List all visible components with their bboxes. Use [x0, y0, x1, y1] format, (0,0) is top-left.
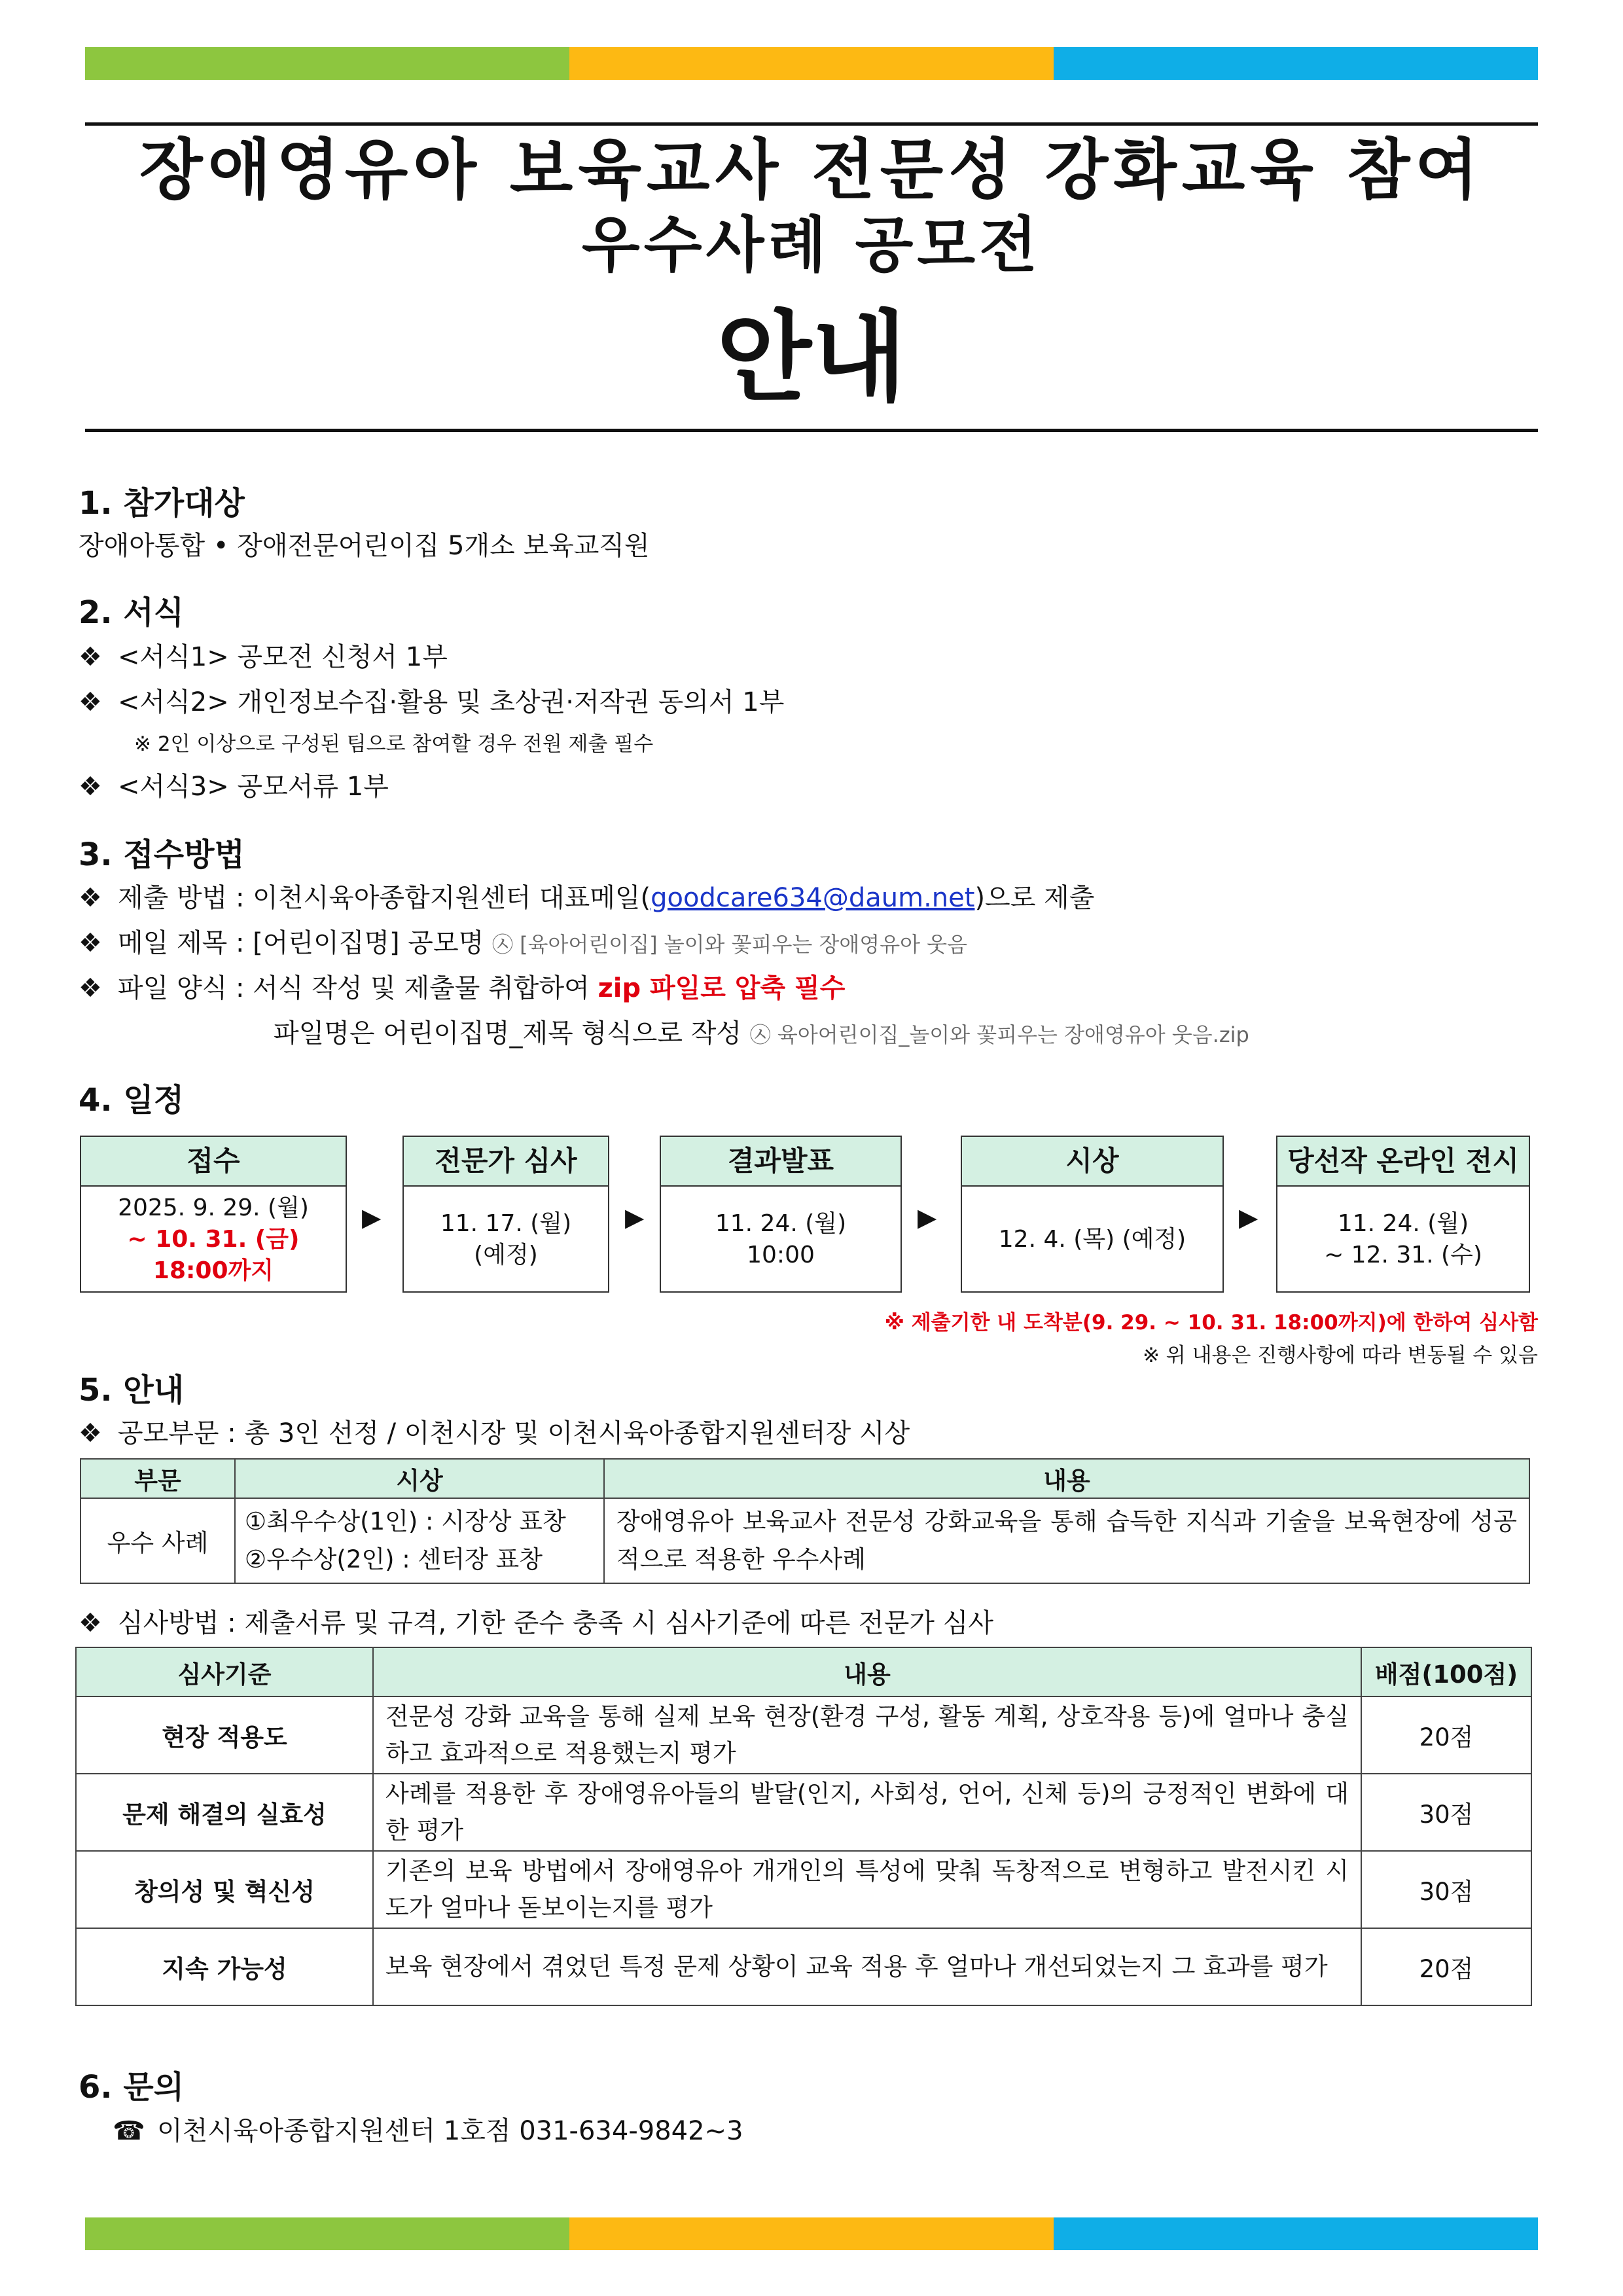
arrow-right-icon: ▶ — [362, 1203, 382, 1232]
table-row — [76, 1851, 1531, 1928]
phone-icon: ☎ — [113, 2116, 145, 2146]
diamond-bullet-icon: ❖ — [79, 772, 102, 802]
schedule-line: ~ 12. 31. (수) — [1324, 1242, 1482, 1268]
schedule-head: 전문가 심사 — [404, 1137, 608, 1187]
criterion: 현장 적용도 — [76, 1696, 373, 1774]
submit-method-row — [79, 880, 1094, 916]
file-format-row — [79, 970, 845, 1007]
change-note: ※ 위 내용은 진행사항에 따라 변동될 수 있음 — [1142, 1344, 1538, 1367]
schedule-box-award — [961, 1136, 1224, 1293]
award-category: 우수 사례 — [80, 1498, 235, 1583]
judge-intro-text: 심사방법 : 제출서류 및 규격, 기한 준수 충족 시 심사기준에 따른 전문가 심사 — [118, 1608, 993, 1638]
file-name-example: ㉦ 육아어린이집_놀이와 꽃피우는 장애영유아 웃음.zip — [749, 1022, 1249, 1047]
contact-text: 이천시육아종합지원센터 1호점 031-634-9842~3 — [157, 2116, 743, 2146]
arrow-right-icon: ▶ — [625, 1203, 645, 1232]
bottom-color-bar — [85, 2217, 1538, 2250]
award-th-award: 시상 — [235, 1459, 604, 1498]
criterion-score: 20점 — [1361, 1696, 1531, 1774]
award-th-category: 부문 — [80, 1459, 235, 1498]
section-1-heading: 1. 참가대상 — [79, 485, 245, 522]
award-content: 장애영유아 보육교사 전문성 강화교육을 통해 습득한 지식과 기술을 보육현장에 성공적으로 적용한 우수사례 — [604, 1498, 1529, 1583]
blue-segment — [1054, 2217, 1538, 2250]
schedule-box-exhibition — [1276, 1136, 1530, 1293]
judge-th-score: 배점(100점) — [1361, 1647, 1531, 1696]
schedule-box-receipt — [80, 1136, 347, 1293]
file-name-row — [274, 1015, 1249, 1053]
blue-segment — [1054, 47, 1538, 80]
criterion-score: 30점 — [1361, 1774, 1531, 1851]
diamond-bullet-icon: ❖ — [79, 1608, 102, 1638]
file-name-text: 파일명은 어린이집명_제목 형식으로 작성 — [274, 1018, 742, 1049]
criterion: 문제 해결의 실효성 — [76, 1774, 373, 1851]
schedule-line: 2025. 9. 29. (월) — [118, 1194, 309, 1221]
section-6-heading: 6. 문의 — [79, 2069, 185, 2106]
submit-method-suffix: )으로 제출 — [974, 883, 1095, 913]
schedule-deadline: ~ 10. 31. (금) — [127, 1226, 300, 1253]
award-first: ①최우수상(1인) : 시장상 표창 — [245, 1507, 566, 1535]
section-3-heading: 3. 접수방법 — [79, 836, 245, 873]
criterion-content: 사례를 적용한 후 장애영유아들의 발달(인지, 사회성, 언어, 신체 등)의 긍정적인 변화에 대한 평가 — [373, 1774, 1361, 1851]
award-th-content: 내용 — [604, 1459, 1529, 1498]
schedule-box-review — [402, 1136, 609, 1293]
deadline-note: ※ 제출기한 내 도착분(9. 29. ~ 10. 31. 18:00까지)에 한하여 심사함 — [884, 1311, 1538, 1335]
arrow-right-icon: ▶ — [1239, 1203, 1258, 1232]
mail-subject-example: ㉦ [육아어린이집] 놀이와 꽃피우는 장애영유아 웃음 — [491, 932, 968, 957]
mail-subject-text: 메일 제목 : [어린이집명] 공모명 — [118, 928, 484, 958]
schedule-head: 결과발표 — [661, 1137, 901, 1187]
contact-row — [113, 2113, 743, 2149]
schedule-box-announcement — [660, 1136, 902, 1293]
form-item-3-text: <서식3> 공모서류 1부 — [118, 772, 389, 802]
submit-method-text: 제출 방법 : 이천시육아종합지원센터 대표메일( — [118, 883, 651, 913]
title-line-1: 장애영유아 보육교사 전문성 강화교육 참여 — [139, 132, 1484, 208]
judge-th-content: 내용 — [373, 1647, 1361, 1696]
file-format-text: 파일 양식 : 서식 작성 및 제출물 취합하여 — [118, 973, 590, 1003]
zip-required-text: zip 파일로 압축 필수 — [597, 973, 846, 1003]
judging-table — [75, 1647, 1532, 2006]
participants-text: 장애아통합 • 장애전문어린이집 5개소 보육교직원 — [79, 531, 650, 561]
schedule-line: 12. 4. (목) (예정) — [998, 1226, 1186, 1253]
diamond-bullet-icon: ❖ — [79, 973, 102, 1003]
judge-intro — [79, 1605, 993, 1641]
form-item-2-text: <서식2> 개인정보수집·활용 및 초상권·저작권 동의서 1부 — [118, 687, 785, 717]
top-color-bar — [85, 47, 1538, 80]
award-second: ②우수상(2인) : 센터장 표창 — [245, 1545, 543, 1573]
schedule-line: 11. 24. (월) — [715, 1210, 847, 1237]
criterion-score: 20점 — [1361, 1928, 1531, 2005]
award-table — [80, 1458, 1530, 1584]
table-row — [76, 1774, 1531, 1851]
table-row — [76, 1928, 1531, 2005]
criterion-score: 30점 — [1361, 1851, 1531, 1928]
schedule-line: 11. 17. (월) — [440, 1210, 572, 1237]
green-segment — [85, 47, 569, 80]
diamond-bullet-icon: ❖ — [79, 642, 102, 672]
yellow-segment — [569, 2217, 1054, 2250]
title-line-2: 우수사례 공모전 — [581, 210, 1042, 280]
green-segment — [85, 2217, 569, 2250]
section-2-heading: 2. 서식 — [79, 594, 185, 631]
diamond-bullet-icon: ❖ — [79, 883, 102, 913]
criterion-content: 보육 현장에서 겪었던 특정 문제 상황이 교육 적용 후 얼마나 개선되었는지 그 효과를 평가 — [373, 1928, 1361, 2005]
title-bottom-rule — [85, 429, 1538, 432]
arrow-right-icon: ▶ — [918, 1203, 937, 1232]
section-5-heading: 5. 안내 — [79, 1372, 185, 1408]
schedule-line: (예정) — [474, 1242, 538, 1268]
mail-subject-row — [79, 925, 967, 963]
diamond-bullet-icon: ❖ — [79, 1418, 102, 1448]
schedule-line: 11. 24. (월) — [1337, 1210, 1469, 1237]
criterion-content: 전문성 강화 교육을 통해 실제 보육 현장(환경 구성, 활동 계획, 상호작용 등)에 얼마나 충실하고 효과적으로 적용했는지 평가 — [373, 1696, 1361, 1774]
schedule-head: 시상 — [962, 1137, 1222, 1187]
schedule-line: 10:00 — [747, 1242, 815, 1268]
form-item-2 — [79, 684, 784, 721]
yellow-segment — [569, 47, 1054, 80]
award-intro — [79, 1415, 910, 1452]
form-item-1-text: <서식1> 공모전 신청서 1부 — [118, 642, 448, 672]
schedule-deadline-time: 18:00까지 — [152, 1257, 274, 1284]
table-row — [76, 1696, 1531, 1774]
diamond-bullet-icon: ❖ — [79, 687, 102, 717]
title-top-rule — [85, 122, 1538, 126]
award-cell — [235, 1498, 604, 1583]
form-item-3 — [79, 768, 389, 805]
schedule-head: 당선작 온라인 전시 — [1277, 1137, 1529, 1187]
title-line-3: 안내 — [717, 301, 906, 415]
section-4-heading: 4. 일정 — [79, 1082, 185, 1119]
criterion: 지속 가능성 — [76, 1928, 373, 2005]
award-intro-text: 공모부문 : 총 3인 선정 / 이천시장 및 이천시육아종합지원센터장 시상 — [118, 1418, 910, 1448]
form-team-note: ※ 2인 이상으로 구성된 팀으로 참여할 경우 전원 제출 필수 — [134, 732, 654, 756]
diamond-bullet-icon: ❖ — [79, 928, 102, 958]
criterion: 창의성 및 혁신성 — [76, 1851, 373, 1928]
criterion-content: 기존의 보육 방법에서 장애영유아 개개인의 특성에 맞춰 독창적으로 변형하고 발전시킨 시도가 얼마나 돋보이는지를 평가 — [373, 1851, 1361, 1928]
judge-th-criteria: 심사기준 — [76, 1647, 373, 1696]
email-link[interactable]: goodcare634@daum.net — [651, 883, 975, 913]
schedule-head: 접수 — [81, 1137, 346, 1187]
form-item-1 — [79, 639, 448, 675]
